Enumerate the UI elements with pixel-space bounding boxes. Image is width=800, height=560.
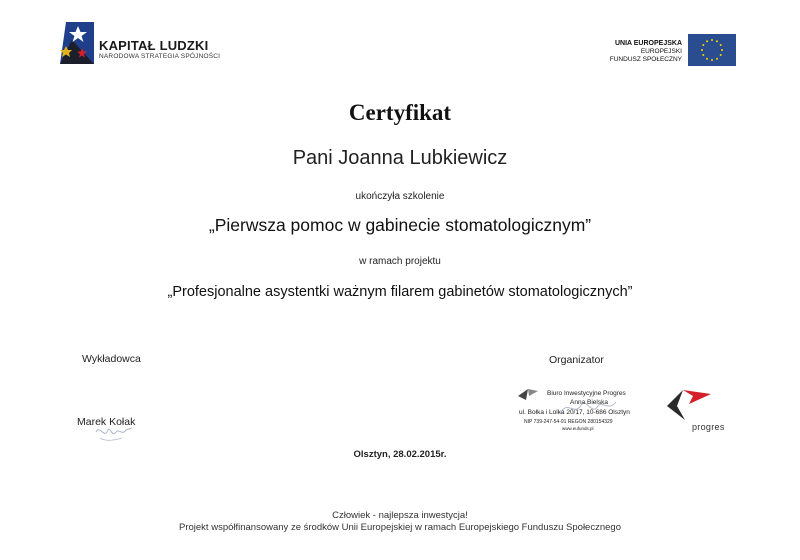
organizer-label: Organizator [549, 354, 604, 366]
eu-logo-text [610, 40, 682, 64]
course-name: „Pierwsza pomoc w gabinecie stomatologicznym” [208, 215, 592, 235]
framework-text: w ramach projektu [359, 256, 441, 267]
kapital-ludzki-title: KAPITAŁ LUDZKI [99, 38, 209, 53]
eu-flag-icon [688, 34, 736, 66]
stamp-company: Biuro Inwestycyjne Progres [547, 390, 626, 397]
organizer-signature-icon [554, 392, 624, 422]
kapital-ludzki-logo [58, 20, 258, 68]
issue-date: Olsztyn, 28.02.2015r. [353, 449, 447, 460]
organizer-stamp [514, 388, 662, 438]
stamp-tax-ids: NIP 739-247-54-91 REGON 280154329 [524, 419, 613, 425]
certificate-title: Certyfikat [348, 100, 452, 125]
kapital-ludzki-subtitle: NARODOWA STRATEGIA SPÓJNOŚCI [99, 53, 221, 60]
kapital-ludzki-mark-icon [58, 20, 98, 66]
stamp-website: www.eufunds.pl [562, 426, 594, 431]
progres-logo-word: progres [692, 422, 725, 432]
footer-funding-note: Projekt współfinansowany ze środków Unii Europejskiej w ramach Europejskiego Funduszu Społecznego [179, 522, 621, 533]
project-name: „Profesjonalne asystentki ważnym filarem gabinetów stomatologicznych” [167, 284, 633, 300]
stamp-owner: Anna Bielska [570, 399, 608, 406]
eu-line-2: EUROPEJSKI [640, 48, 682, 55]
lecturer-label: Wykładowca [82, 353, 141, 365]
stamp-progres-icon [516, 388, 542, 404]
completed-text: ukończyła szkolenie [355, 191, 445, 202]
footer-slogan: Człowiek - najlepsza inwestycja! [332, 510, 468, 521]
eu-line-1: UNIA EUROPEJSKA [614, 40, 682, 47]
eu-line-3: FUNDUSZ SPOŁECZNY [609, 56, 682, 63]
stamp-address: ul. Bołka i Lolka 20/17, 10-686 Olsztyn [519, 409, 630, 416]
lecturer-name: Marek Kołak [77, 416, 136, 428]
recipient-name: Pani Joanna Lubkiewicz [292, 147, 508, 169]
progres-logo-icon [663, 386, 713, 422]
